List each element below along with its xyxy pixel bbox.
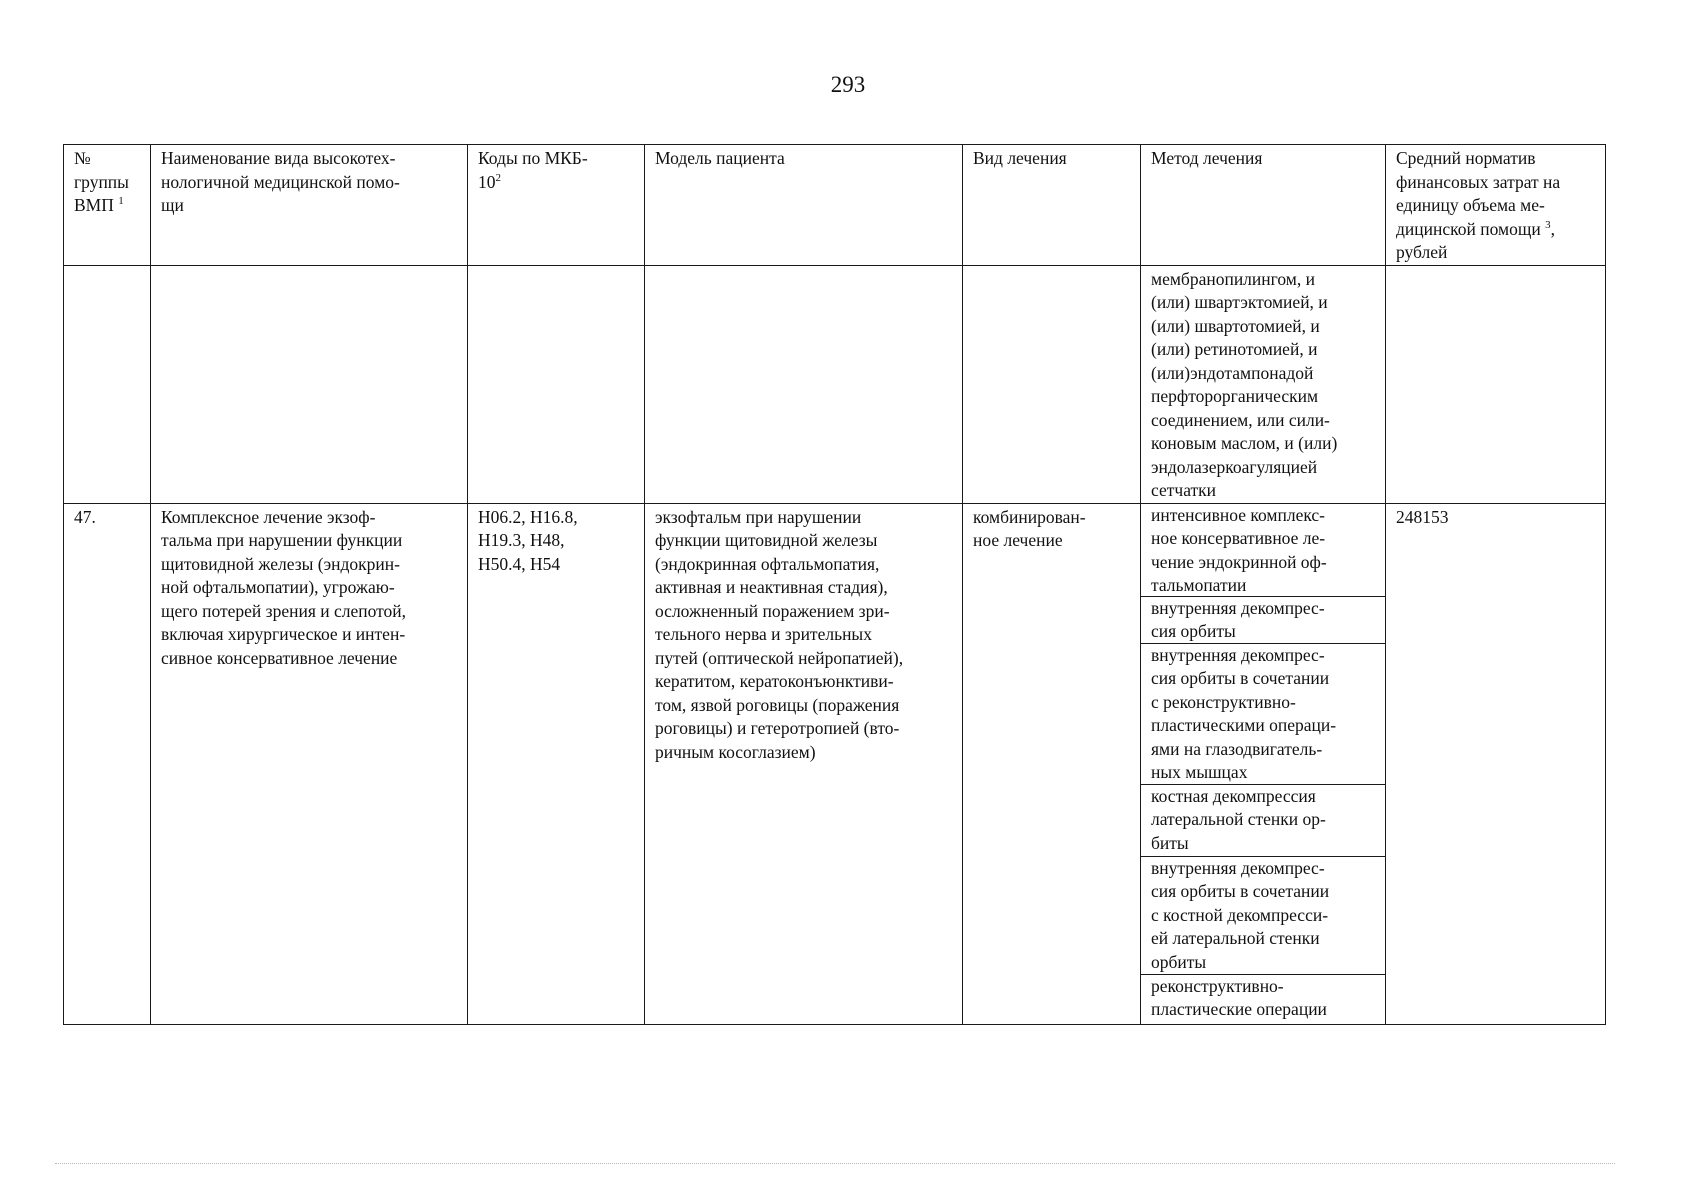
row-methods <box>1141 503 1386 1024</box>
header-cost-standard: Средний норматив финансовых затрат на единицу объема ме- дицинской помощи $^3$, рублей <box>1386 145 1606 266</box>
row-icd-codes: H06.2, H16.8, H19.3, H48, H50.4, H54 <box>468 503 645 1024</box>
cell-empty <box>468 265 645 503</box>
cell-empty <box>645 265 963 503</box>
vmp-table <box>63 144 1606 1025</box>
header-treatment-type: Вид лечения <box>963 145 1141 266</box>
cell-empty <box>1386 265 1606 503</box>
cell-empty <box>151 265 468 503</box>
scan-artifact-line <box>55 1163 1615 1164</box>
row-number: 47. <box>64 503 151 1024</box>
header-icd-codes: Коды по МКБ- $10^2$ <box>468 145 645 266</box>
row-patient-model: экзофтальм при нарушении функции щитовидной железы (эндокринная офтальмопатия, активная и неактивная стадия), осложненный поражением зри- тельного нерва и зрительных путей (оптической нейропатией), кератитом, кератоконъюнктиви- том, язвой роговицы (поражения роговицы) и гетеротропией (вто- ричным косоглазием) <box>645 503 963 1024</box>
method-item: реконструктивно- пластические операции <box>1151 975 1327 1019</box>
page-number: 293 <box>830 72 866 97</box>
continuation-row <box>64 265 1606 503</box>
row-cost: 248153 <box>1386 503 1606 1024</box>
table-header-row <box>64 145 1606 266</box>
cell-empty <box>64 265 151 503</box>
header-group-no: № группы ВМП $^1$ <box>64 145 151 266</box>
method-item: интенсивное комплекс- ное консервативное ле- чение эндокринной оф- тальмопатии <box>1141 504 1385 597</box>
cell-empty <box>963 265 1141 503</box>
header-care-type: Наименование вида высокотех- нологичной медицинской помо- щи <box>151 145 468 266</box>
method-item: внутренняя декомпрес- сия орбиты в сочетании с реконструктивно- пластическими операци- ями на глазодвигатель- ных мышцах <box>1141 644 1385 785</box>
method-item: костная декомпрессия латеральной стенки ор- биты <box>1141 785 1385 857</box>
method-item: внутренняя декомпрес- сия орбиты <box>1141 597 1385 644</box>
continuation-method: мембранопилингом, и (или) швартэктомией, и (или) швартотомией, и (или) ретинотомией, и (или)эндотампонадой перфторорганическим соединением, или сили- коновым маслом, и (или) эндолазеркоагуляцией сетчатки <box>1141 265 1386 503</box>
table-row-47 <box>64 503 1606 1024</box>
header-patient-model: Модель пациента <box>645 145 963 266</box>
row-care-type: Комплексное лечение экзоф- тальма при нарушении функции щитовидной железы (эндокрин- ной офтальмопатии), угрожаю- щего потерей зрения и слепотой, включая хирургическое и интен- сивное консервативное лечение <box>151 503 468 1024</box>
header-treatment-method: Метод лечения <box>1141 145 1386 266</box>
method-item: внутренняя декомпрес- сия орбиты в сочетании с костной декомпресси- ей латеральной стенки орбиты <box>1141 857 1385 975</box>
row-treatment-type: комбинирован- ное лечение <box>963 503 1141 1024</box>
